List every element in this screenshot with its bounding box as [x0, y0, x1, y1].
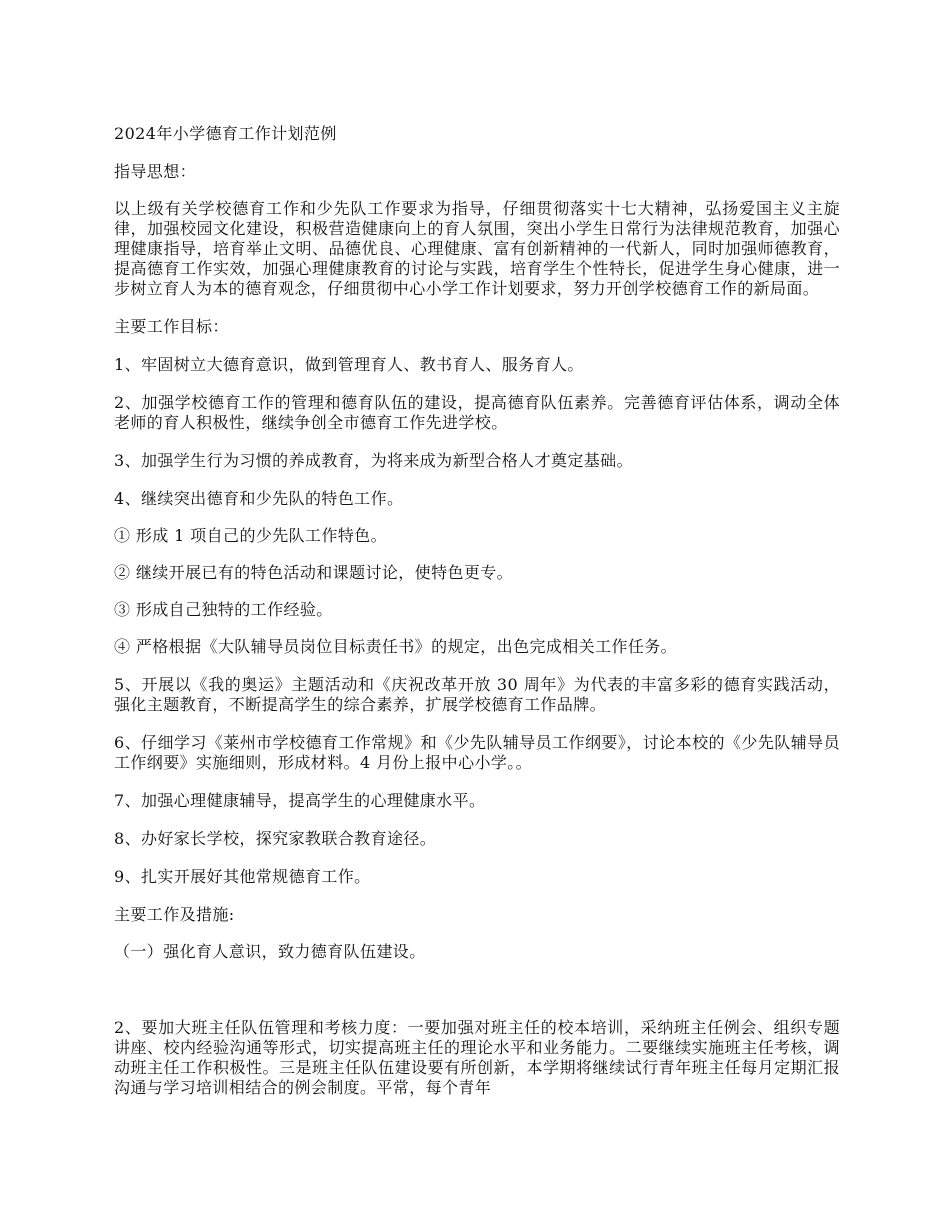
goal-item: 5、开展以《我的奥运》主题活动和《庆祝改革开放 30 周年》为代表的丰富多彩的德育实践活动，强化主题教育，不断提高学生的综合素养，扩展学校德育工作品牌。: [114, 675, 840, 714]
goal-item: 8、办好家长学校，探究家教联合教育途径。: [114, 829, 437, 848]
guiding-paragraph: 以上级有关学校德育工作和少先队工作要求为指导，仔细贯彻落实十七大精神，弘扬爱国主义主旋律，加强校园文化建设，积极营造健康向上的育人氛围，突出小学生日常行为法律规范教育，加强心理健康指导，培育举止文明、品德优良、心理健康、富有创新精神的一代新人，同时加强师德教育，提高德育工作实效，加强心理健康教育的讨论与实践，培育学生个性特长，促进学生身心健康，进一步树立育人为本的德育观念，仔细贯彻中心小学工作计划要求，努力开创学校德育工作的新局面。: [114, 199, 840, 298]
goal-subitem: ① 形成 1 项自己的少先队工作特色。: [114, 526, 388, 545]
goal-subitem: ② 继续开展已有的特色活动和课题讨论，使特色更专。: [114, 563, 514, 582]
goal-item: 6、仔细学习《莱州市学校德育工作常规》和《少先队辅导员工作纲要》，讨论本校的《少先队辅导员工作纲要》实施细则，形成材料。4 月份上报中心小学。。: [114, 733, 840, 772]
goal-subitem: ③ 形成自己独特的工作经验。: [114, 600, 333, 619]
goals-heading: 主要工作目标：: [114, 317, 229, 336]
goal-item: 2、加强学校德育工作的管理和德育队伍的建设，提高德育队伍素养。完善德育评估体系，调动全体老师的育人积极性，继续争创全市德育工作先进学校。: [114, 393, 840, 432]
goal-item: 3、加强学生行为习惯的养成教育，为将来成为新型合格人才奠定基础。: [114, 451, 633, 470]
measure-item: （一）强化育人意识，致力德育队伍建设。: [114, 942, 426, 961]
goal-item: 1、牢固树立大德育意识，做到管理育人、教书育人、服务育人。: [114, 355, 584, 374]
goal-item: 4、继续突出德育和少先队的特色工作。: [114, 489, 404, 508]
goal-item: 7、加强心理健康辅导，提高学生的心理健康水平。: [114, 791, 486, 810]
goal-item: 9、扎实开展好其他常规德育工作。: [114, 867, 371, 886]
measures-heading: 主要工作及措施:: [114, 905, 235, 924]
guiding-heading: 指导思想：: [114, 162, 197, 181]
document-title: 2024年小学德育工作计划范例: [114, 124, 337, 143]
goal-subitem: ④ 严格根据《大队辅导员岗位目标责任书》的规定，出色完成相关工作任务。: [114, 637, 678, 656]
measure-paragraph: 2、要加大班主任队伍管理和考核力度：一要加强对班主任的校本培训，采纳班主任例会、组织专题讲座、校内经验沟通等形式，切实提高班主任的理论水平和业务能力。二要继续实施班主任考核，调动班主任工作积极性。三是班主任队伍建设要有所创新，本学期将继续试行青年班主任每月定期汇报沟通与学习培训相结合的例会制度。平常，每个青年: [114, 1018, 840, 1097]
document-page: [114, 124, 840, 1098]
